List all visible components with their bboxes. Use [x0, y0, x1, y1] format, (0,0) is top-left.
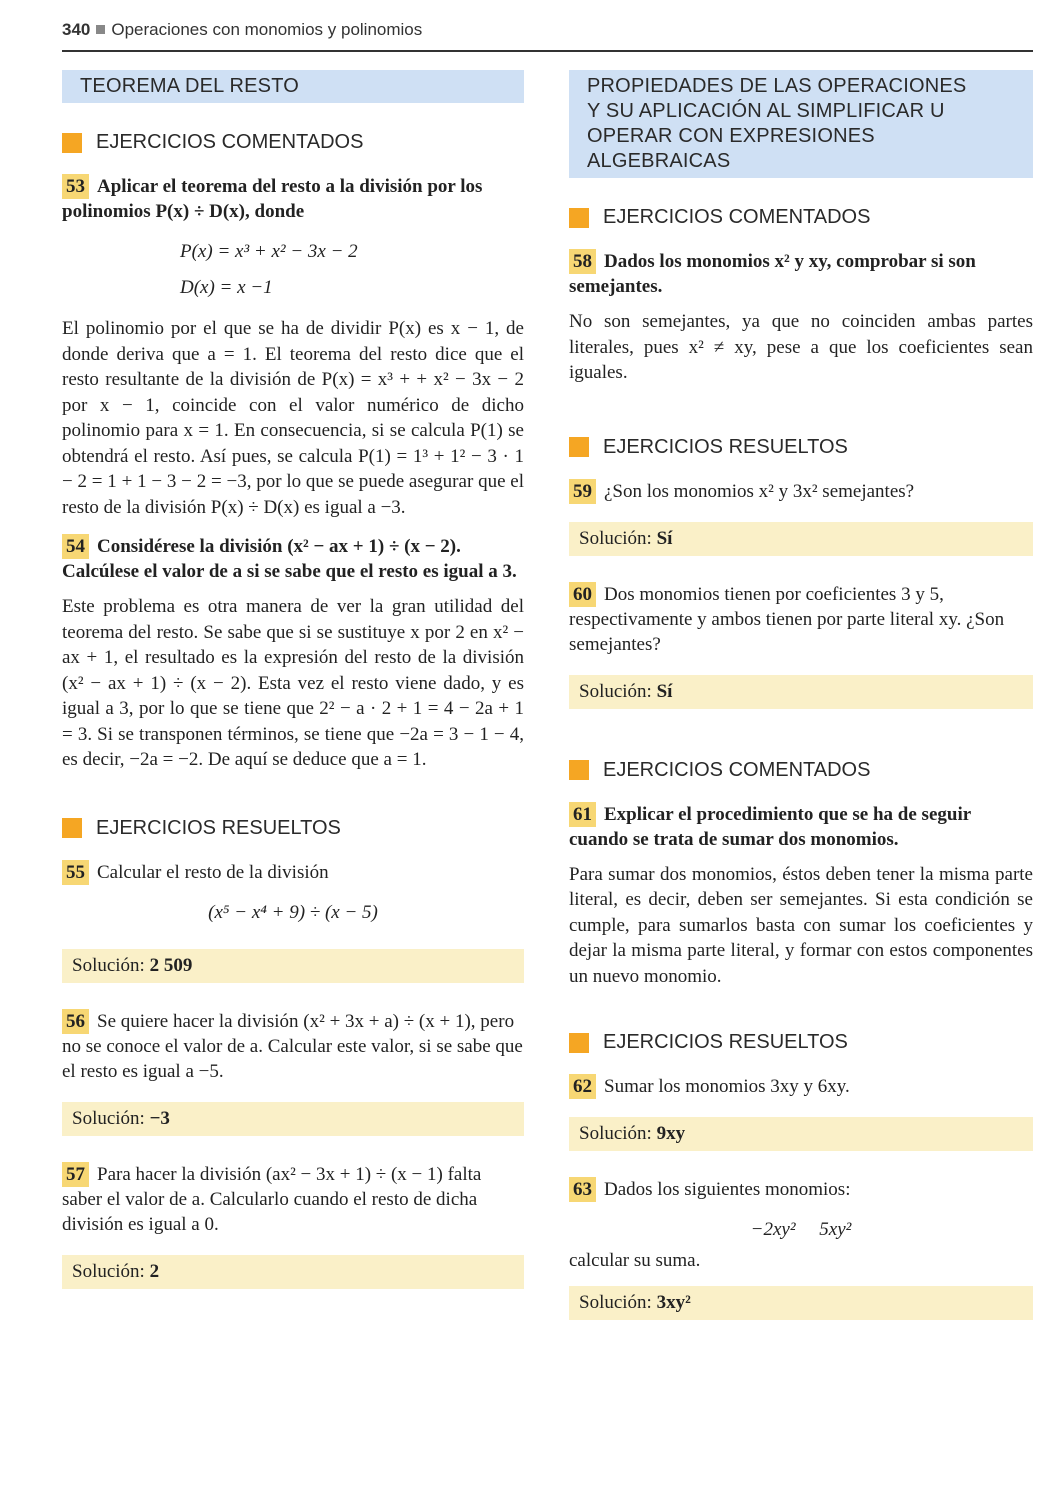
right-column	[569, 70, 1033, 1346]
exercise-63-after: calcular su suma.	[569, 1250, 701, 1271]
subheading-label: EJERCICIOS RESUELTOS	[603, 435, 848, 458]
subheading-resueltos-2	[569, 1031, 1033, 1054]
subheading-label: EJERCICIOS COMENTADOS	[603, 206, 871, 228]
exercise-62	[569, 1074, 1033, 1099]
exercise-58	[569, 249, 1033, 299]
solution-label: Solución:	[579, 680, 652, 702]
solution-label: Solución:	[72, 954, 145, 976]
solution-57	[62, 1255, 524, 1289]
exercise-55	[62, 860, 524, 885]
banner-line: Y SU APLICACIÓN AL SIMPLIFICAR U	[587, 100, 945, 122]
subheading-resueltos	[569, 436, 1033, 459]
formula-55: (x⁵ − x⁴ + 9) ÷ (x − 5)	[208, 901, 378, 923]
orange-square-icon	[62, 818, 82, 838]
formula-p: P(x) = x³ + x² − 3x − 2	[180, 241, 358, 262]
exercise-number: 53	[62, 174, 89, 199]
solution-55	[62, 949, 524, 983]
subheading-label: EJERCICIOS RESUELTOS	[96, 816, 341, 839]
exercise-statement: Explicar el procedimiento que se ha de seguir cuando se trata de sumar dos monomios.	[569, 803, 971, 850]
exercise-statement: Considérese la división (x² − ax + 1) ÷ (x − 2). Calcúlese el valor de a si se sabe que el resto es igual a 3.	[62, 536, 517, 582]
subheading-resueltos	[62, 817, 524, 840]
exercise-number: 62	[569, 1074, 596, 1099]
section-banner-teorema: TEOREMA DEL RESTO	[62, 70, 524, 103]
page-header	[62, 20, 1033, 52]
solution-63	[569, 1286, 1033, 1320]
solution-label: Solución:	[72, 1107, 145, 1129]
exercise-statement: ¿Son los monomios x² y 3x² semejantes?	[604, 480, 915, 502]
solution-value: 9xy	[656, 1123, 686, 1144]
exercise-59	[569, 479, 1033, 504]
subheading-label: EJERCICIOS COMENTADOS	[603, 758, 871, 781]
formula-63: −2xy² 5xy²	[750, 1219, 852, 1240]
solution-value: 2 509	[149, 954, 193, 976]
orange-square-icon	[569, 1033, 589, 1053]
exercise-number: 61	[569, 802, 596, 827]
exercise-53-answer: El polinomio por el que se ha de dividir P(x) es x − 1, de donde deriva que a = 1. El teorema del resto dice que el resto resultante de la división de P(x) = x³ + + x² − 3x − 2 por x − 1, coincide con el valor numérico de dicho polinomio para x = 1. En consecuencia, si se calcula P(1) se obtendrá el resto. Así pues, se calcula P(1) = 1³ + 1² − 3 · 1 − 2 = 1 + 1 − 3 − 2 = −3, por lo que se puede asegurar que el resto de la división P(x) ÷ D(x) es igual a −3.	[62, 318, 524, 518]
formula-d: D(x) = x −1	[180, 277, 273, 298]
exercise-statement: Dos monomios tienen por coeficientes 3 y 5, respectivamente y ambos tienen por parte literal xy. ¿Son semejantes?	[569, 583, 1005, 655]
exercise-54-answer: Este problema es otra manera de ver la gran utilidad del teorema del resto. Se sabe que si se sustituye x por 2 en x² − ax + 1, el resultado es la expresión del resto de la división (x² − ax + 1) ÷ (x − 2). Esta vez el resto viene dado, y es igual a 3, por lo que se tiene que 2² − a · 2 + 1 = 4 − 2a + 1 = 3. Si se transponen términos, se tiene que −2a = 3 − 1 − 4, es decir, −2a = −2. De aquí se deduce que a = 1.	[62, 596, 524, 770]
banner-line: PROPIEDADES DE LAS OPERACIONES	[587, 75, 967, 97]
page-number: 340	[62, 20, 91, 39]
exercise-60	[569, 582, 1033, 657]
exercise-number: 54	[62, 534, 89, 559]
orange-square-icon	[569, 437, 589, 457]
exercise-statement: Sumar los monomios 3xy y 6xy.	[604, 1076, 850, 1097]
subheading-comentados	[569, 206, 1033, 229]
banner-line: OPERAR CON EXPRESIONES ALGEBRAICAS	[587, 125, 875, 172]
solution-label: Solución:	[72, 1260, 145, 1282]
subheading-comentados-2	[569, 759, 1033, 782]
exercise-statement: Para hacer la división (ax² − 3x + 1) ÷ (x − 1) falta saber el valor de a. Calcularlo cuando el resto de dicha división es igual a 0.	[62, 1163, 482, 1235]
exercise-statement: Se quiere hacer la división (x² + 3x + a) ÷ (x + 1), pero no se conoce el valor de a. Calcular este valor, si se sabe que el resto es igual a −5.	[62, 1010, 523, 1082]
left-column	[62, 70, 524, 1315]
solution-56	[62, 1102, 524, 1136]
exercise-statement: Dados los monomios x² y xy, comprobar si son semejantes.	[569, 251, 976, 297]
exercise-number: 57	[62, 1162, 89, 1187]
exercise-56	[62, 1009, 524, 1084]
solution-60	[569, 675, 1033, 709]
exercise-number: 59	[569, 479, 596, 504]
exercise-63	[569, 1177, 1033, 1202]
chapter-title: Operaciones con monomios y polinomios	[111, 20, 423, 39]
solution-label: Solución:	[579, 1291, 652, 1313]
exercise-number: 56	[62, 1009, 89, 1034]
section-banner-propiedades	[569, 70, 1033, 178]
orange-square-icon	[569, 760, 589, 780]
exercise-58-answer: No son semejantes, ya que no coinciden ambas partes literales, pues x² ≠ xy, pese a que los coeficientes sean iguales.	[569, 311, 1033, 383]
solution-value: −3	[149, 1107, 170, 1129]
exercise-61-answer: Para sumar dos monomios, éstos deben tener la misma parte literal, es decir, deben ser semejantes. Si esta condición se cumple, para sumarlos basta con sumar los coeficientes y dejar la misma parte literal, y formar con estos componentes un nuevo monomio.	[569, 863, 1033, 987]
exercise-54	[62, 534, 524, 584]
exercise-statement: Aplicar el teorema del resto a la división por los polinomios P(x) ÷ D(x), donde	[62, 176, 483, 222]
subheading-comentados	[62, 131, 524, 154]
exercise-statement: Dados los siguientes monomios:	[604, 1179, 851, 1200]
exercise-number: 58	[569, 249, 596, 274]
exercise-57	[62, 1162, 524, 1237]
exercise-number: 63	[569, 1177, 596, 1202]
exercise-statement: Calcular el resto de la división	[97, 861, 329, 883]
subheading-label: EJERCICIOS RESUELTOS	[603, 1031, 848, 1053]
exercise-number: 60	[569, 582, 596, 607]
subheading-label: EJERCICIOS COMENTADOS	[96, 131, 364, 153]
solution-label: Solución:	[579, 1123, 652, 1144]
solution-59	[569, 522, 1033, 556]
solution-value: Sí	[656, 680, 673, 702]
solution-value: 2	[149, 1260, 160, 1282]
header-square-icon	[96, 25, 105, 34]
solution-label: Solución:	[579, 527, 652, 549]
orange-square-icon	[569, 208, 589, 228]
solution-value: 3xy²	[656, 1291, 691, 1313]
orange-square-icon	[62, 133, 82, 153]
solution-value: Sí	[656, 527, 673, 549]
solution-62	[569, 1117, 1033, 1151]
exercise-61	[569, 802, 1033, 852]
exercise-number: 55	[62, 860, 89, 885]
exercise-53	[62, 174, 524, 224]
